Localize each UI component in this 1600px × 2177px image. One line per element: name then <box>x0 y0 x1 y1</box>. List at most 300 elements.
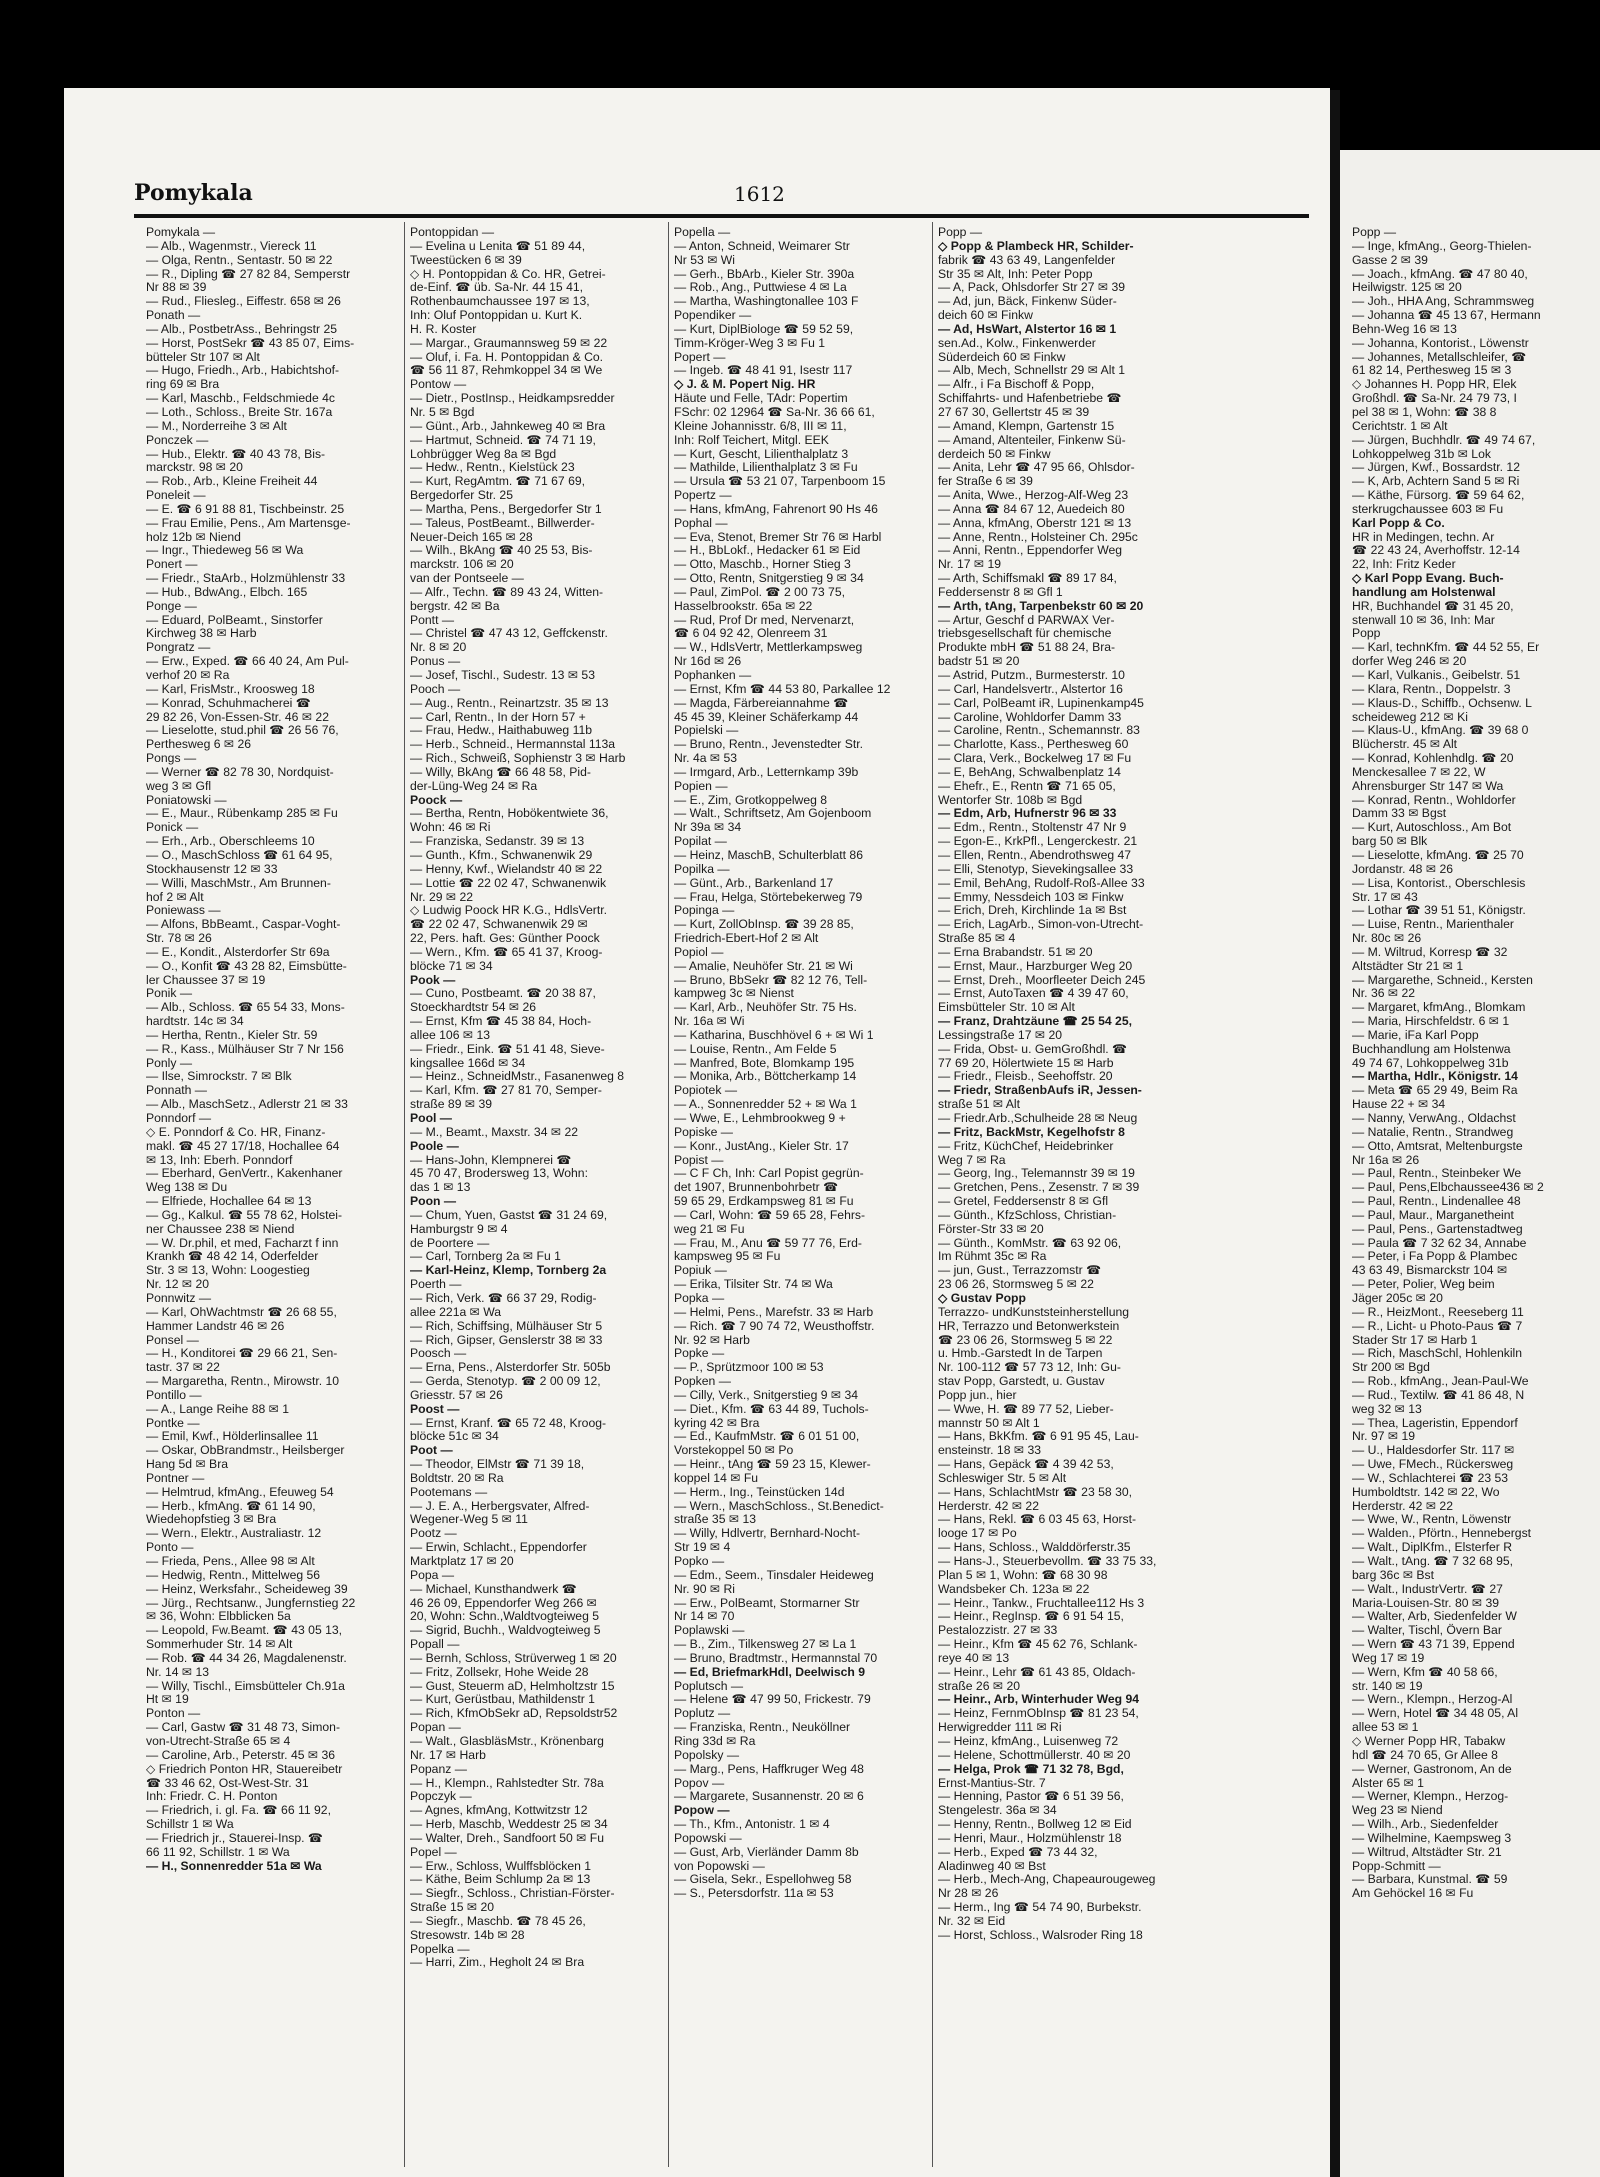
directory-entry: Popan — <box>410 1720 461 1735</box>
directory-entry: mannstr 50 ✉ Alt 1 <box>938 1415 1040 1430</box>
directory-entry: — Erna, Pens., Alsterdorfer Str. 505b <box>410 1360 611 1375</box>
directory-entry: Stader Str 17 ✉ Harb 1 <box>1352 1332 1478 1347</box>
directory-entry: Herderstr. 42 ✉ 22 <box>938 1498 1039 1513</box>
directory-entry: — Josef, Tischl., Sudestr. 13 ✉ 53 <box>410 668 595 682</box>
directory-entry: — Gust, Steuerm aD, Helmholtzstr 15 <box>410 1678 615 1693</box>
directory-entry: — Rob., Arb., Kleine Freiheit 44 <box>146 474 318 489</box>
directory-entry: — Kurt, RegAmtm. ☎ 71 67 69, <box>410 474 586 489</box>
directory-entry: — Paula ☎ 7 32 62 34, Annabe <box>1352 1235 1527 1250</box>
directory-entry: 59 65 29, Erdkampsweg 81 ✉ Fu <box>674 1194 854 1209</box>
directory-entry: — Alb., MaschSetz., Adlerstr 21 ✉ 33 <box>146 1097 348 1112</box>
directory-entry: — Fritz, KüchChef, Heidebrinker <box>938 1138 1114 1153</box>
directory-entry: Cerichtstr. 1 ✉ Alt <box>1352 418 1448 433</box>
directory-entry: — Rud., Textilw. ☎ 41 86 48, N <box>1352 1387 1525 1402</box>
directory-entry: Nr. 32 ✉ Eid <box>938 1913 1006 1928</box>
directory-entry: stenwall 10 ✉ 36, Inh: Mar <box>1352 612 1495 627</box>
directory-entry: — Arth, Schiffsmakl ☎ 89 17 84, <box>938 571 1117 586</box>
directory-entry: — Walt., Schriftsetz, Am Gojenboom <box>674 806 872 821</box>
directory-entry: Damm 33 ✉ Bgst <box>1352 806 1447 821</box>
directory-entry: — Klaus-D., Schiffb., Ochsenw. L <box>1352 695 1532 710</box>
directory-entry: — Franziska, Sedanstr. 39 ✉ 13 <box>410 834 585 849</box>
directory-entry: de Poortere — <box>410 1235 490 1250</box>
directory-entry: Neuer-Deich 165 ✉ 28 <box>410 529 533 544</box>
directory-entry: — Luise, Rentn., Marienthaler <box>1352 917 1514 932</box>
directory-entry: ◇ H. Pontoppidan & Co. HR, Getrei- <box>410 266 606 281</box>
directory-entry: Ernst-Mantius-Str. 7 <box>938 1775 1046 1790</box>
directory-entry: — Wilh., BkAng ☎ 40 25 53, Bis- <box>410 543 593 558</box>
directory-entry: — Carl, Wohn: ☎ 59 65 28, Fehrs- <box>674 1207 866 1222</box>
directory-entry: — Ernst, Kfm ☎ 45 38 84, Hoch- <box>410 1014 592 1029</box>
directory-entry: Popko — <box>674 1554 725 1568</box>
directory-entry: Nr. 16a ✉ Wi <box>674 1014 745 1029</box>
directory-entry: — Erh., Arb., Oberschleems 10 <box>146 834 315 849</box>
directory-entry: — Walt., DiplKfm., Elsterfer R <box>1352 1540 1513 1555</box>
directory-entry: Pontillo — <box>146 1387 202 1402</box>
directory-entry: — Ed., KaufmMstr. ☎ 6 01 51 00, <box>674 1429 860 1444</box>
header-rule <box>134 214 1309 218</box>
directory-entry: Nr. 4a ✉ 53 <box>674 751 738 766</box>
directory-entry: — Erika, Tilsiter Str. 74 ✉ Wa <box>674 1277 833 1292</box>
directory-entry: von-Utrecht-Straße 65 ✉ 4 <box>146 1733 291 1748</box>
directory-entry: — Dietr., PostInsp., Heidkampsredder <box>410 391 615 406</box>
directory-entry: — Georg, Ing., Telemannstr 39 ✉ 19 <box>938 1166 1135 1181</box>
directory-entry: — Ursula ☎ 53 21 07, Tarpenboom 15 <box>674 474 886 489</box>
directory-entry: Nr. 17 ✉ Harb <box>410 1747 486 1762</box>
directory-entry: — E., Zim, Grotkoppelweg 8 <box>674 792 828 807</box>
directory-entry: Herwigredder 111 ✉ Ri <box>938 1720 1062 1735</box>
directory-entry: fer Straße 6 ✉ 39 <box>938 474 1033 489</box>
directory-entry: Straße 15 ✉ 20 <box>410 1900 495 1915</box>
directory-entry: — Carl, Rentn., In der Horn 57 + <box>410 709 586 724</box>
directory-entry: — Klaus-U., kfmAng. ☎ 39 68 0 <box>1352 723 1529 738</box>
directory-entry: — Mathilde, Lilienthalplatz 3 ✉ Fu <box>674 460 858 475</box>
directory-entry: — Manfred, Bote, Blomkamp 195 <box>674 1055 855 1070</box>
directory-entry: Schiffahrts- und Hafenbetriebe ☎ <box>938 391 1122 406</box>
directory-entry: — Emil, Kwf., Hölderlinsallee 11 <box>146 1429 319 1444</box>
directory-entry: — Nanny, VerwAng., Oldachst <box>1352 1111 1516 1125</box>
directory-entry: — Hans-J., Steuerbevollm. ☎ 33 75 33, <box>938 1554 1157 1568</box>
directory-entry: — Elli, Stenotyp, Sievekingsallee 33 <box>938 861 1134 876</box>
directory-entry: — Wilh., Arb., Siedenfelder <box>1352 1817 1499 1832</box>
directory-entry: Popolsky — <box>674 1747 740 1762</box>
directory-entry: weg 21 ✉ Fu <box>674 1221 745 1236</box>
directory-entry: Hamburgstr 9 ✉ 4 <box>410 1221 508 1236</box>
directory-entry: Popiol — <box>674 944 724 959</box>
directory-entry: Humboldtstr. 142 ✉ 22, Wo <box>1352 1484 1500 1499</box>
directory-entry: ◇ Ludwig Poock HR K.G., HdlsVertr. <box>410 903 607 918</box>
directory-entry: Popien — <box>674 778 728 793</box>
directory-entry: Sommerhuder Str. 14 ✉ Alt <box>146 1637 293 1652</box>
directory-entry: Wiedehopfstieg 3 ✉ Bra <box>146 1512 277 1527</box>
directory-entry: Popertz — <box>674 488 732 503</box>
directory-entry: triebsgesellschaft für chemische <box>938 626 1112 641</box>
directory-entry: Schleswiger Str. 5 ✉ Alt <box>938 1470 1067 1485</box>
directory-entry: sterkrugchaussee 603 ✉ Fu <box>1352 501 1504 516</box>
directory-entry: — Herm., Ing ☎ 54 74 90, Burbekstr. <box>938 1900 1142 1915</box>
directory-entry: — Herb., Schneid., Hermannstal 113a <box>410 737 616 752</box>
directory-entry: — Uwe, FMech., Rückersweg <box>1352 1457 1514 1472</box>
directory-entry: — Siegfr., Schloss., Christian-Förster- <box>410 1886 615 1901</box>
directory-entry: — Gg., Kalkul. ☎ 55 78 62, Holstei- <box>146 1207 343 1222</box>
directory-entry: — Bruno, Bradtmstr., Hermannstal 70 <box>674 1650 878 1665</box>
directory-entry: Hang 5d ✉ Bra <box>146 1457 229 1472</box>
directory-entry: — Karl, Maschb., Feldschmiede 4c <box>146 391 335 406</box>
directory-entry: — Lieselotte, stud.phil ☎ 26 56 76, <box>146 723 339 738</box>
directory-entry: Nr 53 ✉ Wi <box>674 252 735 267</box>
directory-entry: — Ad, HsWart, Alstertor 16 ✉ 1 <box>938 321 1117 336</box>
directory-entry: Plan 5 ✉ 1, Wohn: ☎ 68 30 98 <box>938 1567 1108 1582</box>
directory-entry: Pongratz — <box>146 640 211 655</box>
directory-entry: ☎ 33 46 62, Ost-West-Str. 31 <box>146 1775 309 1790</box>
directory-entry: Pestalozzistr. 27 ✉ 33 <box>938 1623 1058 1638</box>
directory-entry: Popiotek — <box>674 1083 738 1098</box>
directory-entry: Maria-Louisen-Str. 80 ✉ 39 <box>1352 1595 1500 1610</box>
directory-entry: Popp <box>1352 626 1381 641</box>
directory-entry: van der Pontseele — <box>410 571 524 586</box>
directory-entry: — Frau, Helga, Störtebekerweg 79 <box>674 889 863 904</box>
directory-entry: Lohbrügger Weg 8a ✉ Bgd <box>410 446 557 461</box>
directory-entry: — Kurt, Gescht, Lilienthalplatz 3 <box>674 446 849 461</box>
directory-entry: Terrazzo- undKunststeinherstellung <box>938 1304 1130 1319</box>
directory-entry: — Katharina, Buschhövel 6 + ✉ Wi 1 <box>674 1027 874 1042</box>
directory-entry: Jordanstr. 48 ✉ 26 <box>1352 861 1453 876</box>
directory-entry: — Käthe, Fürsorg. ☎ 59 64 62, <box>1352 488 1525 503</box>
directory-entry: — Olga, Rentn., Sentastr. 50 ✉ 22 <box>146 252 333 267</box>
directory-entry: Ponus — <box>410 654 461 669</box>
directory-entry: — Hedw., Rentn., Kielstück 23 <box>410 460 575 475</box>
directory-entry: — Egon-E., KrkPfl., Lengerckestr. 21 <box>938 834 1138 849</box>
directory-entry: — Margaret, kfmAng., Blomkam <box>1352 1000 1526 1015</box>
directory-entry: — Walter, Tischl, Övern Bar <box>1352 1623 1502 1638</box>
directory-entry: — Rich, Schiffsing, Mülhäuser Str 5 <box>410 1318 603 1333</box>
directory-entry: — Günth., KomMstr. ☎ 63 92 06, <box>938 1235 1122 1250</box>
directory-entry: — Wern., MaschSchloss., St.Benedict- <box>674 1498 884 1513</box>
directory-entry: — Willy, Hdlvertr, Bernhard-Nocht- <box>674 1526 861 1541</box>
directory-entry: — Ernst, AutoTaxen ☎ 4 39 47 60, <box>938 986 1129 1001</box>
directory-entry: — Rich, Gipser, Genslerstr 38 ✉ 33 <box>410 1332 603 1347</box>
directory-entry: — Paul, Maur., Marganetheint <box>1352 1207 1514 1222</box>
directory-entry: — U., Haldesdorfer Str. 117 ✉ <box>1352 1443 1515 1458</box>
directory-entry: — M., Beamt., Maxstr. 34 ✉ 22 <box>410 1124 579 1139</box>
directory-entry: — Ingr., Thiedeweg 56 ✉ Wa <box>146 543 304 558</box>
directory-entry: Pook — <box>410 972 456 987</box>
directory-entry: Stockhausenstr 12 ✉ 33 <box>146 861 278 876</box>
directory-entry: scheideweg 212 ✉ Ki <box>1352 709 1468 724</box>
directory-entry: der-Lüng-Weg 24 ✉ Ra <box>410 778 538 793</box>
directory-entry: — Anne, Rentn., Holsteiner Ch. 295c <box>938 529 1138 544</box>
directory-entry: — Alb., Schloss. ☎ 65 54 33, Mons- <box>146 1000 345 1015</box>
directory-entry: — Wiltrud, Altstädter Str. 21 <box>1352 1844 1502 1859</box>
directory-entry: Lessingstraße 17 ✉ 20 <box>938 1027 1063 1042</box>
directory-entry: Pontoppidan — <box>410 226 495 239</box>
directory-entry: Inh: Rolf Teichert, Mitgl. EEK <box>674 432 829 447</box>
directory-entry: 45 70 47, Brodersweg 13, Wohn: <box>410 1166 588 1181</box>
directory-entry: ☎ 22 43 24, Averhoffstr. 12-14 <box>1352 543 1520 558</box>
directory-entry: — Artur, Geschf d PARWAX Ver- <box>938 612 1115 627</box>
directory-entry: — S., Petersdorfstr. 11a ✉ 53 <box>674 1886 834 1901</box>
directory-entry: Pontner — <box>146 1470 205 1485</box>
directory-entry: Popiuk — <box>674 1263 727 1278</box>
directory-entry: — H., Klempn., Rahlstedter Str. 78a <box>410 1775 604 1790</box>
directory-entry: — Fritz, BackMstr, Kegelhofstr 8 <box>938 1124 1125 1139</box>
directory-entry: Blücherstr. 45 ✉ Alt <box>1352 737 1458 752</box>
directory-entry: — Alb, Mech, Schnellstr 29 ✉ Alt 1 <box>938 363 1126 378</box>
directory-entry: 46 26 09, Eppendorfer Weg 266 ✉ <box>410 1595 597 1610</box>
directory-entry: Nr. 92 ✉ Harb <box>674 1332 750 1347</box>
directory-entry: Poniatowski — <box>146 792 227 807</box>
directory-entry: — Lothar ☎ 39 51 51, Königstr. <box>1352 903 1526 918</box>
directory-entry: Straße 85 ✉ 4 <box>938 931 1016 946</box>
directory-entry: — Louise, Rentn., Am Felde 5 <box>674 1041 837 1056</box>
directory-entry: HR, Terrazzo und Betonwerkstein <box>938 1318 1120 1333</box>
directory-entry: Pomykala — <box>146 226 216 239</box>
directory-entry: — K, Arb, Achtern Sand 5 ✉ Ri <box>1352 474 1520 489</box>
directory-entry: ler Chaussee 37 ✉ 19 <box>146 972 266 987</box>
directory-entry: — Amalie, Neuhöfer Str. 21 ✉ Wi <box>674 958 853 973</box>
directory-entry: — Kurt, ZollObInsp. ☎ 39 28 85, <box>674 917 854 932</box>
directory-entry: ◇ Gustav Popp <box>938 1290 1026 1305</box>
directory-entry: Nr. 90 ✉ Ri <box>674 1581 736 1596</box>
directory-entry: Am Gehöckel 16 ✉ Fu <box>1352 1886 1474 1901</box>
directory-entry: — Franziska, Rentn., Neuköllner <box>674 1720 851 1735</box>
directory-entry: — Ernst, Kranf. ☎ 65 72 48, Kroog- <box>410 1415 607 1430</box>
directory-entry: Nr. 17 ✉ 19 <box>938 557 1002 572</box>
directory-entry: — E. ☎ 6 91 88 81, Tischbeinstr. 25 <box>146 501 345 516</box>
directory-entry: FSchr: 02 12964 ☎ Sa-Nr. 36 66 61, <box>674 404 875 419</box>
directory-entry: — Carl, Gastw ☎ 31 48 73, Simon- <box>146 1720 341 1735</box>
directory-entry: — Anita, Lehr ☎ 47 95 66, Ohlsdor- <box>938 460 1135 475</box>
directory-entry: Schillstr 1 ✉ Wa <box>146 1817 234 1832</box>
directory-entry: Weg 7 ✉ Ra <box>938 1152 1006 1167</box>
directory-entry: — Wern., Elektr., Australiastr. 12 <box>146 1526 322 1541</box>
directory-entry: — Taleus, PostBeamt., Billwerder- <box>410 515 595 530</box>
directory-entry: — R., Dipling ☎ 27 82 84, Semperstr <box>146 266 351 281</box>
directory-entry: — Henny, Rentn., Bollweg 12 ✉ Eid <box>938 1817 1132 1832</box>
directory-entry: — Frau, Hedw., Haithabuweg 11b <box>410 723 593 738</box>
directory-entry: bergstr. 42 ✉ Ba <box>410 598 500 613</box>
directory-entry: — Charlotte, Kass., Perthesweg 60 <box>938 737 1129 752</box>
directory-entry: — Jürg., Rechtsanw., Jungfernstieg 22 <box>146 1595 356 1610</box>
directory-entry: — Frieda, Pens., Allee 98 ✉ Alt <box>146 1554 315 1568</box>
directory-entry: 29 82 26, Von-Essen-Str. 46 ✉ 22 <box>146 709 329 724</box>
directory-entry: — Margarete, Susannenstr. 20 ✉ 6 <box>674 1789 864 1804</box>
directory-entry: Popken — <box>674 1374 731 1389</box>
directory-entry: — Herm., Ing., Teinstücken 14d <box>674 1484 845 1499</box>
directory-entry: — Heinr., Kfm ☎ 45 62 76, Schlank- <box>938 1637 1138 1652</box>
directory-entry: — P., Sprützmoor 100 ✉ 53 <box>674 1360 824 1375</box>
directory-entry: — Rud., Fliesleg., Eiffestr. 658 ✉ 26 <box>146 294 341 309</box>
directory-entry: Im Rühmt 35c ✉ Ra <box>938 1249 1047 1264</box>
directory-entry: — Karl, technKfm. ☎ 44 52 55, Er <box>1352 640 1540 655</box>
directory-entry: 77 69 20, Hölertwiete 15 ✉ Harb <box>938 1055 1114 1070</box>
directory-entry: kampsweg 95 ✉ Fu <box>674 1249 781 1264</box>
directory-entry: — A., Lange Reihe 88 ✉ 1 <box>146 1401 290 1416</box>
directory-entry: — Helene ☎ 47 99 50, Frickestr. 79 <box>674 1692 871 1707</box>
directory-entry: looge 17 ✉ Po <box>938 1526 1017 1541</box>
directory-entry: Nr. 36 ✉ 22 <box>1352 986 1416 1001</box>
directory-entry: Popendiker — <box>674 308 752 323</box>
directory-entry: — Gust, Arb, Vierländer Damm 8b <box>674 1844 859 1859</box>
directory-entry: — Clara, Verk., Bockelweg 17 ✉ Fu <box>938 751 1132 766</box>
directory-entry: — Otto, Amtsrat, Meltenburgste <box>1352 1138 1523 1153</box>
directory-entry: — Elfriede, Hochallee 64 ✉ 13 <box>146 1194 312 1209</box>
directory-entry: Jäger 205c ✉ 20 <box>1352 1290 1443 1305</box>
directory-entry: Feddersenstr 8 ✉ Gfl 1 <box>938 584 1063 599</box>
directory-entry: — Friedr., Fleisb., Seehoffstr. 20 <box>938 1069 1113 1084</box>
directory-entry: 43 63 49, Bismarckstr 104 ✉ <box>1352 1263 1508 1278</box>
directory-entry: Ponton — <box>146 1706 201 1721</box>
directory-entry: Poneleit — <box>146 488 206 503</box>
directory-entry: Lohkoppelweg 31b ✉ Lok <box>1352 446 1491 461</box>
directory-entry: Wandsbeker Ch. 123a ✉ 22 <box>938 1581 1090 1596</box>
directory-entry: Poot — <box>410 1443 453 1458</box>
directory-entry: det 1907, Brunnenbohrbetr ☎ <box>674 1180 839 1195</box>
directory-entry: handlung am Holstenwal <box>1352 584 1496 599</box>
directory-entry: — Werner, Klempn., Herzog- <box>1352 1789 1509 1804</box>
directory-entry: Popke — <box>674 1346 725 1361</box>
directory-entry: — Hub., BdwAng., Elbch. 165 <box>146 584 308 599</box>
directory-entry: Weg 138 ✉ Du <box>146 1180 228 1195</box>
directory-entry: Rothenbaumchaussee 197 ✉ 13, <box>410 294 590 309</box>
directory-entry: Popist — <box>674 1152 724 1167</box>
directory-entry: — Gerda, Stenotyp. ☎ 2 00 09 12, <box>410 1374 601 1389</box>
facing-page-column <box>1352 226 1600 2166</box>
page-number: 1612 <box>734 182 785 206</box>
directory-entry: — Wern., Kfm. ☎ 65 41 37, Kroog- <box>410 944 603 959</box>
directory-entry: — B., Zim., Tilkensweg 27 ✉ La 1 <box>674 1637 857 1652</box>
directory-entry: Hasselbrookstr. 65a ✉ 22 <box>674 598 813 613</box>
directory-entry: — Martha, Washingtonallee 103 F <box>674 294 859 309</box>
directory-entry: Inh: Oluf Pontoppidan u. Kurt K. <box>410 308 583 323</box>
directory-entry: 66 11 92, Schillstr. 1 ✉ Wa <box>146 1844 290 1859</box>
directory-entry: — Siegfr., Maschb. ☎ 78 45 26, <box>410 1913 586 1928</box>
directory-entry: — Hub., Elektr. ☎ 40 43 78, Bis- <box>146 446 326 461</box>
directory-entry: Vorstekoppel 50 ✉ Po <box>674 1443 794 1458</box>
directory-entry: Poosch — <box>410 1346 467 1361</box>
directory-entry: — Willi, MaschMstr., Am Brunnen- <box>146 875 331 890</box>
directory-entry: — Hans-John, Klempnerei ☎ <box>410 1152 572 1167</box>
directory-entry: — Caroline, Arb., Peterstr. 45 ✉ 36 <box>146 1747 336 1762</box>
directory-entry: — Alb., Wagenmstr., Viereck 11 <box>146 238 317 253</box>
directory-entry: Pophal — <box>674 515 728 530</box>
directory-entry: — Werner ☎ 82 78 30, Nordquist- <box>146 764 334 779</box>
directory-entry: barg 36c ✉ Bst <box>1352 1567 1435 1582</box>
directory-entry: — Herb., Exped ☎ 73 44 32, <box>938 1844 1098 1859</box>
directory-entry: Popp — <box>1352 226 1397 239</box>
directory-entry: — Bruno, Rentn., Jevenstedter Str. <box>674 737 864 752</box>
directory-entry: Popanz — <box>410 1761 467 1776</box>
directory-entry: Karl Popp & Co. <box>1352 515 1445 530</box>
directory-entry: — Heinr., RegInsp. ☎ 6 91 54 15, <box>938 1609 1124 1624</box>
directory-entry: hdl ☎ 24 70 65, Gr Allee 8 <box>1352 1747 1498 1762</box>
directory-entry: ◇ Karl Popp Evang. Buch- <box>1352 571 1504 586</box>
directory-entry: Ponczek — <box>146 432 209 447</box>
directory-entry: — Paul, ZimPol. ☎ 2 00 73 75, <box>674 584 845 599</box>
directory-entry: Nr 28 ✉ 26 <box>938 1886 999 1901</box>
directory-entry: — Theodor, ElMstr ☎ 71 39 18, <box>410 1457 585 1472</box>
directory-entry: HR in Medingen, techn. Ar <box>1352 529 1495 544</box>
directory-entry: — Agnes, kfmAng, Kottwitzstr 12 <box>410 1803 588 1818</box>
directory-entry: — Diet., Kfm. ☎ 63 44 89, Tuchols- <box>674 1401 869 1416</box>
directory-entry: Pool — <box>410 1111 452 1125</box>
directory-entry: — Ingeb. ☎ 48 41 91, Isestr 117 <box>674 363 853 378</box>
directory-entry: Menckesallee 7 ✉ 22, W <box>1352 764 1486 779</box>
directory-entry: — Bertha, Rentn, Hobökentwiete 36, <box>410 806 609 821</box>
directory-entry: — W. Dr.phil, et med, Facharzt f inn <box>146 1235 339 1250</box>
directory-entry: 22, Pers. haft. Ges: Günther Poock <box>410 931 600 946</box>
directory-entry: — Leopold, Fw.Beamt. ☎ 43 05 13, <box>146 1623 343 1638</box>
directory-entry: Pootz — <box>410 1526 457 1541</box>
directory-entry: Str. 17 ✉ 43 <box>1352 889 1418 904</box>
directory-entry: — Wern, Hotel ☎ 34 48 05, Al <box>1352 1706 1519 1721</box>
directory-entry: — Edm, Arb, Hufnerstr 96 ✉ 33 <box>938 806 1117 821</box>
directory-entry: — Bruno, BbSekr ☎ 82 12 76, Tell- <box>674 972 868 987</box>
directory-entry: HR, Buchhandel ☎ 31 45 20, <box>1352 598 1514 613</box>
directory-entry: Produkte mbH ☎ 51 88 24, Bra- <box>938 640 1116 655</box>
directory-entry: koppel 14 ✉ Fu <box>674 1470 759 1485</box>
directory-entry: — Amand, Klempn, Gartenstr 15 <box>938 418 1115 433</box>
directory-entry: — Erw., PolBeamt, Stormarner Str <box>674 1595 860 1610</box>
directory-entry: — Anna ☎ 84 67 12, Auedeich 80 <box>938 501 1125 516</box>
directory-entry: — Walden., Pförtn., Hennebergst <box>1352 1526 1532 1541</box>
directory-entry: Pontke — <box>146 1415 200 1430</box>
directory-entry: verhof 20 ✉ Ra <box>146 668 230 682</box>
directory-entry: — Wern ☎ 43 71 39, Eppend <box>1352 1637 1515 1652</box>
directory-entry: — A, Pack, Ohlsdorfer Str 27 ✉ 39 <box>938 280 1126 295</box>
directory-entry: — Johanna, Kontorist., Löwenstr <box>1352 335 1529 350</box>
directory-entry: — Johanna ☎ 45 13 67, Hermann <box>1352 308 1541 323</box>
directory-entry: — Margaretha, Rentn., Mirowstr. 10 <box>146 1374 340 1389</box>
directory-entry: straße 26 ✉ 20 <box>938 1678 1021 1693</box>
directory-entry: — Herb., Mech-Ang, Chapeaurougeweg <box>938 1872 1156 1887</box>
directory-entry: — Heinr., Tankw., Fruchtallee112 Hs 3 <box>938 1595 1145 1610</box>
directory-entry: — Cilly, Verk., Snitgerstieg 9 ✉ 34 <box>674 1387 859 1402</box>
directory-entry: — Marie, iFa Karl Popp <box>1352 1027 1479 1042</box>
directory-entry: Kirchweg 38 ✉ Harb <box>146 626 257 641</box>
directory-entry: — Eva, Stenot, Bremer Str 76 ✉ Harbl <box>674 529 882 544</box>
directory-entry: makl. ☎ 45 27 17/18, Hochallee 64 <box>146 1138 340 1153</box>
directory-entry: straße 51 ✉ Alt <box>938 1097 1021 1112</box>
directory-entry: blöcke 51c ✉ 34 <box>410 1429 499 1444</box>
directory-entry: — Carl, PolBeamt iR, Lupinenkamp45 <box>938 695 1144 710</box>
directory-entry: — Fritz, Zollsekr, Hohe Weide 28 <box>410 1664 589 1679</box>
directory-entry: — Helmi, Pens., Marefstr. 33 ✉ Harb <box>674 1304 874 1319</box>
directory-entry: — Evelina u Lenita ☎ 51 89 44, <box>410 238 586 253</box>
directory-entry: — Lisa, Kontorist., Oberschlesis <box>1352 875 1526 890</box>
directory-entry: ☎ 6 04 92 42, Olenreem 31 <box>674 626 828 641</box>
directory-entry: — Marg., Pens, Haffkruger Weg 48 <box>674 1761 864 1776</box>
directory-entry: — Meta ☎ 65 29 49, Beim Ra <box>1352 1083 1518 1098</box>
directory-entry: hardtstr. 14c ✉ 34 <box>146 1014 244 1029</box>
directory-entry: — Ernst, Maur., Harzburger Weg 20 <box>938 958 1133 973</box>
directory-entry: Griesstr. 57 ✉ 26 <box>410 1387 503 1402</box>
directory-entry: Ring 33d ✉ Ra <box>674 1733 756 1748</box>
directory-entry: Poon — <box>410 1194 457 1209</box>
directory-entry: — Heinr., Arb, Winterhuder Weg 94 <box>938 1692 1140 1707</box>
directory-entry: — Herb., kfmAng. ☎ 61 14 90, <box>146 1498 316 1513</box>
directory-entry: Nr. 29 ✉ 22 <box>410 889 474 904</box>
directory-entry: u. Hmb.-Garstedt In de Tarpen <box>938 1346 1103 1361</box>
directory-entry: — E., Kondit., Alsterdorfer Str 69a <box>146 944 330 959</box>
directory-entry: Altstädter Str 21 ✉ 1 <box>1352 958 1464 973</box>
directory-entry: — Frau, M., Anu ☎ 59 77 76, Erd- <box>674 1235 862 1250</box>
directory-entry: — Emil, BehAng, Rudolf-Roß-Allee 33 <box>938 875 1145 890</box>
directory-entry: — Eduard, PolBeamt., Sinstorfer <box>146 612 323 627</box>
directory-entry: — Ellen, Rentn., Abendrothsweg 47 <box>938 847 1132 862</box>
directory-entry: — Heinz, MaschB, Schulterblatt 86 <box>674 847 863 862</box>
directory-entry: — Klara, Rentn., Doppelstr. 3 <box>1352 681 1511 696</box>
directory-entry: — Hans, kfmAng, Fahrenort 90 Hs 46 <box>674 501 878 516</box>
